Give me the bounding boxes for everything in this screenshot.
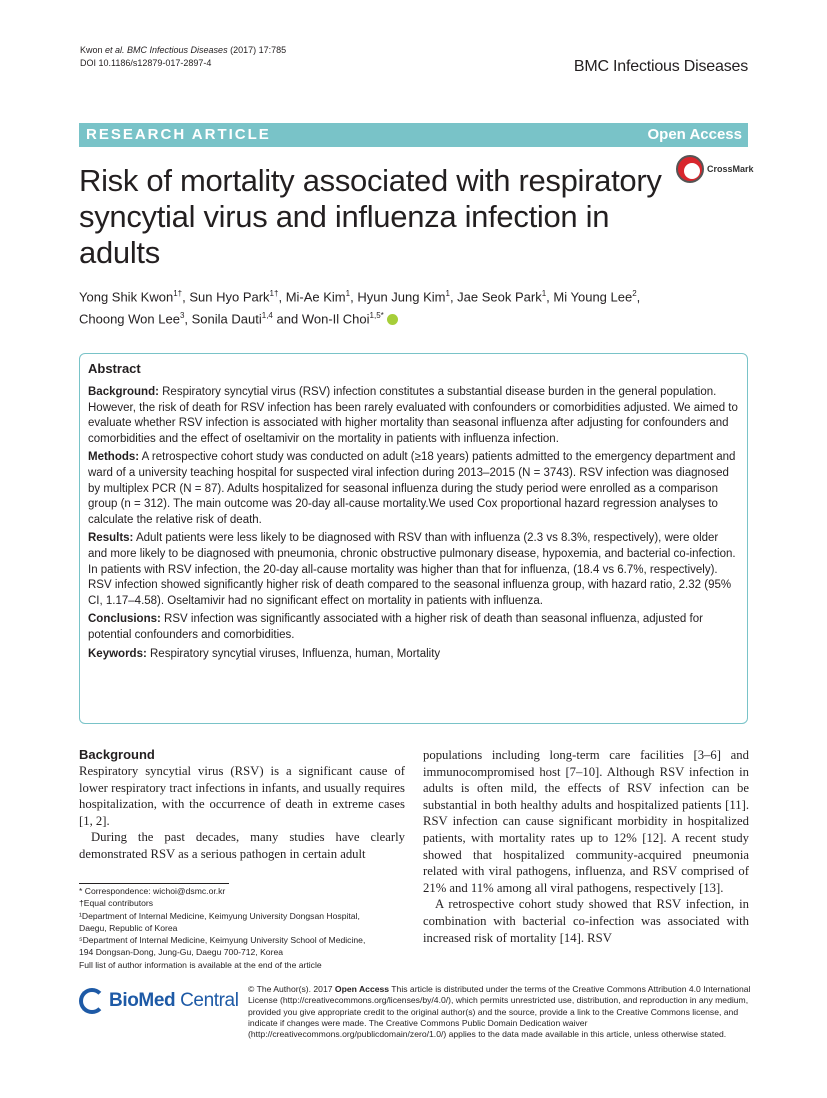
- affiliation: 194 Dongsan-Dong, Jung-Gu, Daegu 700-712, Korea: [79, 947, 284, 958]
- doi[interactable]: DOI 10.1186/s12879-017-2897-4: [80, 58, 212, 68]
- abstract-body: [88, 385, 738, 665]
- author: Mi Young Lee: [553, 289, 633, 305]
- paragraph: A retrospective cohort study showed that RSV infection, in combination with bacterial co-infection was associated with increased risk of mortality [14]. RSV: [423, 897, 749, 945]
- author-list: Yong Shik Kwon$^{1\dagger}$, Sun Hyo Park$^{1\dagger}$, Mi-Ae Kim$^1$, Hyun Jung Kim$^1$, Jae Seok Park$^1$, Mi Young Lee$^2$, Choong Won Lee$^3$, Sonila Dauti$^{1,4}$ and Won-Il Choi$^{1,5*}$: [79, 289, 641, 327]
- author: Jae Seok Park: [457, 289, 542, 305]
- biomed-central-logo[interactable]: BioMed Central: [79, 988, 239, 1018]
- abstract-box: [79, 353, 748, 724]
- journal-name: BMC Infectious Diseases: [573, 58, 748, 75]
- crossmark-label: CrossMark: [707, 164, 754, 174]
- orcid-icon[interactable]: [387, 314, 398, 325]
- footnote-rule: [79, 883, 229, 884]
- abstract-methods: Methods: A retrospective cohort study was conducted on adult (≥18 years) patients admitted to the emergency department and ward of a university teaching hospital for suspected viral infection during 2013–2015 (N = 3743). RSV infection was diagnosed by multiplex PCR (N = 87). Adults hospitalized for seasonal influenza during the study period were enrolled as a comparison group (n = 312). The main outcome was 20-day all-cause mortality.We used Cox proportional hazard regression analyses to calculate the relative risk of death.: [88, 451, 736, 526]
- abstract-results: Results: Adult patients were less likely to be diagnosed with RSV than with influenza (2.3 vs 8.3%, respectively), were older and more likely to be diagnosed with pneumonia, chronic obstructive pulmonary disease, hypoxemia, and bacterial co-infection. In patients with RSV infection, the 20-day all-cause mortality was higher than that for influenza, (18.4 vs 6.7%, respectively). RSV infection showed significantly higher risk of death compared to the seasonal influenza group, with hazard ratio, 2.32 (95% CI, 1.17–4.58). Oseltamivir had no significant effect on mortality in patients with influenza.: [88, 532, 736, 607]
- full-list-note: Full list of author information is available at the end of the article: [79, 959, 322, 970]
- paragraph: populations including long-term care facilities [3–6] and immunocompromised host [7–10]. Although RSV infection in adults is often mild, the effects of RSV infection can be substantial in both healthy adults and hospitalized patients [11]. RSV infection can cause significant morbidity in hospitalized patients, with mortality rates up to 12% [12]. A recent study showed that hospitalized community-acquired pneumonia related with viral pathogens, influenza, and RSV comprised of 21% and 11% among all viral pathogens, respectively [13].: [423, 748, 749, 895]
- crossmark-icon: [676, 155, 704, 183]
- equal-contributors: †Equal contributors: [79, 898, 154, 909]
- author: Won-Il Choi: [301, 311, 370, 327]
- body-column-1: [79, 747, 405, 863]
- author: Choong Won Lee: [79, 311, 180, 327]
- open-access-label: Open Access: [647, 126, 742, 143]
- license-text: © The Author(s). 2017 Open Access This article is distributed under the terms of the Creative Commons Attribution 4.0 International License (http://creativecommons.org/licenses/by/4.0/), which permits unrestricted use, distribution, and reproduction in any medium, provided you give appropriate credit to the original author(s) and the source, provide a link to the Creative Commons license, and indicate if changes were made. The Creative Commons Public Domain Dedication waiver (http://creativecommons.org/publicdomain/zero/1.0/) applies to the data made available in this article, unless otherwise stated.: [248, 984, 751, 1040]
- paragraph: Respiratory syncytial virus (RSV) is a significant cause of lower respiratory tract infections in infants, and usually requires hospitalization, with the occurrence of death in extreme cases [1, 2].: [79, 764, 405, 828]
- abstract-keywords: Keywords: Respiratory syncytial viruses, Influenza, human, Mortality: [88, 647, 441, 660]
- abstract-conclusions: Conclusions: RSV infection was significantly associated with a higher risk of death than seasonal influenza, adjusted for potential confounders and comorbidities.: [88, 613, 703, 641]
- affiliation: ⁵Department of Internal Medicine, Keimyung University School of Medicine,: [79, 935, 366, 946]
- abstract-heading: Abstract: [88, 361, 141, 376]
- article-title: Risk of mortality associated with respiratory syncytial virus and influenza infection in adults: [79, 163, 662, 270]
- correspondence: * Correspondence: wichoi@dsmc.or.kr: [79, 886, 226, 896]
- affiliation: ¹Department of Internal Medicine, Keimyung University Dongsan Hospital,: [79, 910, 360, 921]
- crossmark-badge[interactable]: [676, 155, 754, 187]
- author: Sonila Dauti: [191, 311, 262, 327]
- author: Yong Shik Kwon: [79, 289, 174, 305]
- affiliation: Daegu, Republic of Korea: [79, 922, 178, 933]
- citation-line-1: Kwon et al. BMC Infectious Diseases (2017) 17:785: [80, 45, 287, 55]
- article-type: RESEARCH ARTICLE: [86, 126, 271, 143]
- biomed-central-ring-icon: [79, 988, 105, 1014]
- author: Hyun Jung Kim: [357, 289, 446, 305]
- paragraph: During the past decades, many studies have clearly demonstrated RSV as a serious pathogen in certain adult: [79, 830, 405, 861]
- section-heading: Background: [79, 747, 155, 762]
- author: Sun Hyo Park: [189, 289, 270, 305]
- author: Mi-Ae Kim: [285, 289, 346, 305]
- footnotes: [79, 885, 409, 971]
- citation: [80, 44, 286, 70]
- body-column-2: [423, 747, 749, 946]
- article-banner: [79, 123, 748, 147]
- abstract-background: Background: Respiratory syncytial virus (RSV) infection constitutes a substantial disease burden in the general population. However, the risk of death for RSV infection has been rarely evaluated with confounders or comorbidities adjusted. We aimed to evaluate whether RSV infection is associated with higher mortality than seasonal influenza after adjusting for confounders and comorbidities and the effect of oseltamivir on the mortality in patients with influenza infection.: [88, 386, 738, 445]
